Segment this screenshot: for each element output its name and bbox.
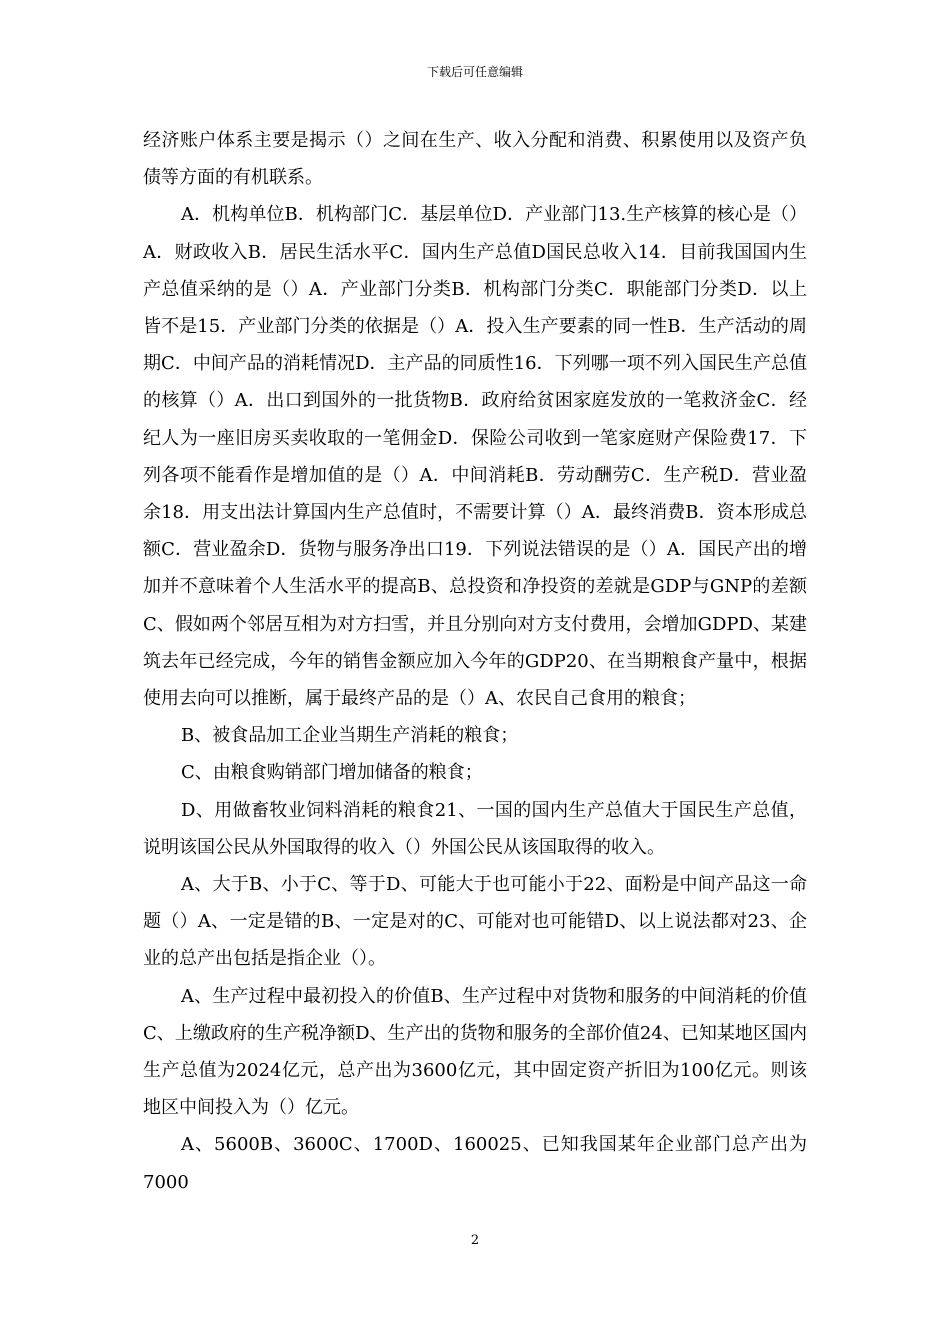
page-number: 2 xyxy=(470,1233,480,1248)
paragraph: A．机构单位B．机构部门C．基层单位D．产业部门13.生产核算的核心是（）A．财政收入B．居民生活水平C．国内生产总值D国民总收入14．目前我国国内生产总值采纳的是（）A．产业部门分类B．机构部门分类C．职能部门分类D．以上皆不是15．产业部门分类的依据是（）A．投入生产要素的同一性B．生产活动的周期C．中间产品的消耗情况D．主产品的同质性16．下列哪一项不列入国民生产总值的核算（）A．出口到国外的一批货物B．政府给贫困家庭发放的一笔救济金C．经纪人为一座旧房买卖收取的一笔佣金D．保险公司收到一笔家庭财产保险费17．下列各项不能看作是增加值的是（）A．中间消耗B．劳动酬劳C．生产税D．营业盈余18．用支出法计算国内生产总值时，不需要计算（）A．最终消费B．资本形成总额C．营业盈余D．货物与服务净出口19．下列说法错误的是（）A．国民产出的增加并不意味着个人生活水平的提高B、总投资和净投资的差就是GDP与GNP的差额C、假如两个邻居互相为对方扫雪，并且分别向对方支付费用，会增加GDPD、某建筑去年已经完成，今年的销售金额应加入今年的GDP20、在当期粮食产量中，根据使用去向可以推断，属于最终产品的是（）A、农民自己食用的粮食； xyxy=(143,204,807,710)
paragraph: A、大于B、小于C、等于D、可能大于也可能小于22、面粉是中间产品这一命题（）A、一定是错的B、一定是对的C、可能对也可能错D、以上说法都对23、企业的总产出包括是指企业（）。 xyxy=(143,874,807,970)
document-body xyxy=(143,122,807,1201)
paragraph: C、由粮食购销部门增加储备的粮食； xyxy=(181,762,483,784)
page-header: 下载后可任意编辑 xyxy=(426,65,523,79)
paragraph: A、生产过程中最初投入的价值B、生产过程中对货物和服务的中间消耗的价值C、上缴政府的生产税净额D、生产出的货物和服务的全部价值24、已知某地区国内生产总值为2024亿元，总产出为3600亿元，其中固定资产折旧为100亿元。则该地区中间投入为（）亿元。 xyxy=(143,985,807,1119)
paragraph: A、5600B、3600C、1700D、160025、已知我国某年企业部门总产出为7000 xyxy=(143,1134,807,1193)
paragraph: B、被食品加工企业当期生产消耗的粮食； xyxy=(181,725,519,747)
paragraph: D、用做畜牧业饲料消耗的粮食21、一国的国内生产总值大于国民生产总值，说明该国公民从外国取得的收入（）外国公民从该国取得的收入。 xyxy=(143,799,807,858)
paragraph: 经济账户体系主要是揭示（）之间在生产、收入分配和消费、积累使用以及资产负债等方面的有机联系。 xyxy=(143,130,807,189)
